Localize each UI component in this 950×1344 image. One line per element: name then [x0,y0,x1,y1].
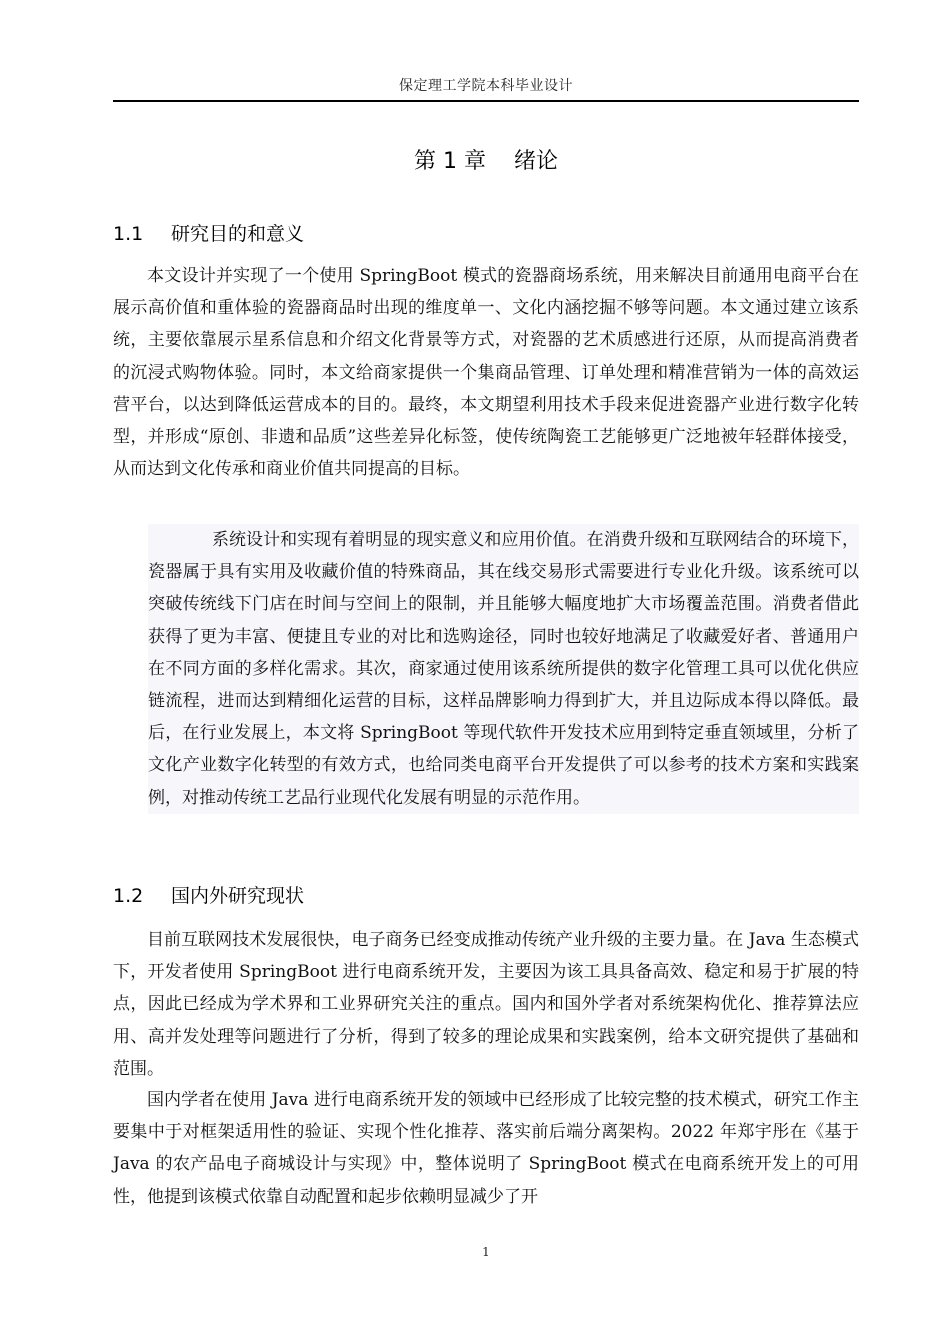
body-paragraph: 本文设计并实现了一个使用 SpringBoot 模式的瓷器商场系统，用来解决目前通用电商平台在展示高价值和重体验的瓷器商品时出现的维度单一、文化内涵挖掘不够等问题。本文通过建立该系统，主要依靠展示星系信息和介绍文化背景等方式，对瓷器的艺术质感进行还原，从而提高消费者的沉浸式购物体验。同时，本文给商家提供一个集商品管理、订单处理和精准营销为一体的高效运营平台，以达到降低运营成本的目的。最终，本文期望利用技术手段来促进瓷器产业进行数字化转型，并形成“原创、非遗和品质”这些差异化标签，使传统陶瓷工艺能够更广泛地被年轻群体接受，从而达到文化传承和商业价值共同提高的目标。 [113,266,859,480]
section-title: 研究目的和意义 [171,223,305,245]
header-divider [113,100,859,102]
page-header: 保定理工学院本科毕业设计 [399,78,573,94]
section-heading-1-2 [113,882,304,910]
section-title: 国内外研究现状 [171,885,305,907]
section-heading-1-1 [113,220,304,248]
section-number: 1.1 [113,223,144,245]
chapter-title [113,146,859,178]
chapter-name: 绪论 [513,149,558,174]
body-paragraph-highlighted: 系统设计和实现有着明显的现实意义和应用价值。在消费升级和互联网结合的环境下，瓷器属于具有实用及收藏价值的特殊商品，其在线交易形式需要进行专业化升级。该系统可以突破传统线下门店在时间与空间上的限制，并且能够大幅度地扩大市场覆盖范围。消费者借此获得了更为丰富、便捷且专业的对比和选购途径，同时也较好地满足了收藏爱好者、普通用户在不同方面的多样化需求。其次，商家通过使用该系统所提供的数字化管理工具可以优化供应链流程，进而达到精细化运营的目标，这样品牌影响力得到扩大，并且边际成本得以降低。最后，在行业发展上，本文将 SpringBoot 等现代软件开发技术应用到特定垂直领域里，分析了文化产业数字化转型的有效方式，也给同类电商平台开发提供了可以参考的技术方案和实践案例，对推动传统工艺品行业现代化发展有明显的示范作用。 [148,524,859,814]
body-paragraph: 目前互联网技术发展很快，电子商务已经变成推动传统产业升级的主要力量。在 Java 生态模式下，开发者使用 SpringBoot 进行电商系统开发，主要因为该工具具备高效、稳定和易于扩展的特点，因此已经成为学术界和工业界研究关注的重点。国内和国外学者对系统架构优化、推荐算法应用、高并发处理等问题进行了分析，得到了较多的理论成果和实践案例，给本文研究提供了基础和范围。 [113,930,859,1079]
chapter-number: 第 1 章 [414,149,486,174]
page-number: 1 [482,1245,490,1259]
section-number: 1.2 [113,885,144,907]
body-paragraph: 国内学者在使用 Java 进行电商系统开发的领域中已经形成了比较完整的技术模式，研究工作主要集中于对框架适用性的验证、实现个性化推荐、落实前后端分离架构。2022 年郑宇彤在《基于 Java 的农产品电子商城设计与实现》中，整体说明了 SpringBoot 模式在电商系统开发上的可用性，他提到该模式依靠自动配置和起步依赖明显减少了开 [113,1090,859,1207]
